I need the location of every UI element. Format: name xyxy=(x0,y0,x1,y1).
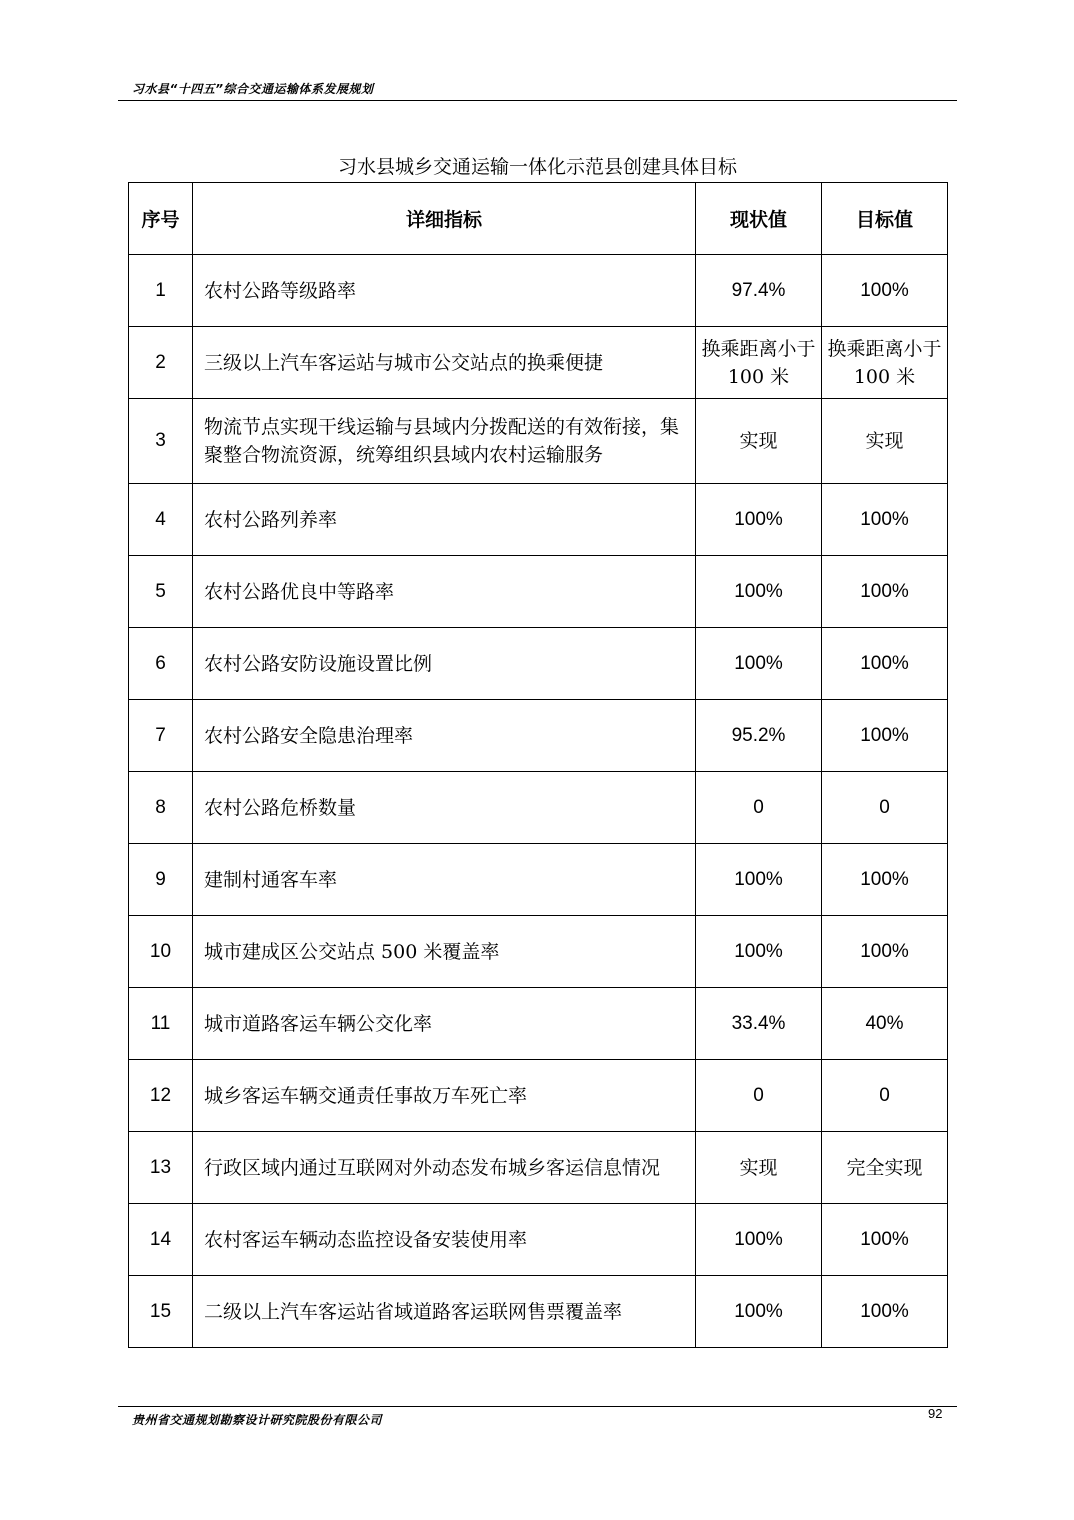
row-target: 100% xyxy=(822,844,948,916)
row-no: 1 xyxy=(129,255,193,327)
table-row xyxy=(129,772,948,844)
row-target: 40% xyxy=(822,988,948,1060)
row-current: 97.4% xyxy=(696,255,822,327)
row-current: 实现 xyxy=(696,399,822,484)
targets-table xyxy=(128,182,948,1348)
header-indicator: 详细指标 xyxy=(193,183,696,255)
table-row xyxy=(129,1204,948,1276)
table-row xyxy=(129,1060,948,1132)
row-target: 完全实现 xyxy=(822,1132,948,1204)
page-number: 92 xyxy=(928,1406,943,1421)
header-current: 现状值 xyxy=(696,183,822,255)
table-row xyxy=(129,628,948,700)
row-current: 0 xyxy=(696,1060,822,1132)
row-indicator: 农村公路优良中等路率 xyxy=(193,556,696,628)
row-target: 实现 xyxy=(822,399,948,484)
header-no: 序号 xyxy=(129,183,193,255)
row-target: 0 xyxy=(822,772,948,844)
row-target: 100% xyxy=(822,1204,948,1276)
row-no: 10 xyxy=(129,916,193,988)
row-no: 15 xyxy=(129,1276,193,1348)
table-row xyxy=(129,556,948,628)
row-no: 11 xyxy=(129,988,193,1060)
row-current: 100% xyxy=(696,916,822,988)
row-no: 7 xyxy=(129,700,193,772)
row-no: 5 xyxy=(129,556,193,628)
row-indicator: 农村公路等级路率 xyxy=(193,255,696,327)
row-current: 100% xyxy=(696,556,822,628)
row-current: 换乘距离小于 100 米 xyxy=(696,327,822,399)
row-target: 0 xyxy=(822,1060,948,1132)
row-target: 100% xyxy=(822,484,948,556)
table-row xyxy=(129,1276,948,1348)
row-current: 95.2% xyxy=(696,700,822,772)
row-no: 2 xyxy=(129,327,193,399)
table-row xyxy=(129,844,948,916)
row-no: 4 xyxy=(129,484,193,556)
row-indicator: 农村公路危桥数量 xyxy=(193,772,696,844)
table-row xyxy=(129,700,948,772)
row-indicator: 城市建成区公交站点 500 米覆盖率 xyxy=(193,916,696,988)
table-row xyxy=(129,988,948,1060)
table-caption: 习水县城乡交通运输一体化示范县创建具体目标 xyxy=(337,156,737,178)
table-row xyxy=(129,1132,948,1204)
row-target: 换乘距离小于 100 米 xyxy=(822,327,948,399)
row-current: 33.4% xyxy=(696,988,822,1060)
running-header: 习水县“十四五”综合交通运输体系发展规划 xyxy=(132,82,374,96)
row-target: 100% xyxy=(822,556,948,628)
row-no: 8 xyxy=(129,772,193,844)
table-row xyxy=(129,484,948,556)
row-current: 100% xyxy=(696,1204,822,1276)
row-current: 100% xyxy=(696,484,822,556)
row-current: 100% xyxy=(696,844,822,916)
table-row xyxy=(129,327,948,399)
row-no: 6 xyxy=(129,628,193,700)
row-target: 100% xyxy=(822,700,948,772)
header-target: 目标值 xyxy=(822,183,948,255)
row-current: 100% xyxy=(696,628,822,700)
row-indicator: 建制村通客车率 xyxy=(193,844,696,916)
row-current: 0 xyxy=(696,772,822,844)
row-indicator: 农村公路安全隐患治理率 xyxy=(193,700,696,772)
row-indicator: 城乡客运车辆交通责任事故万车死亡率 xyxy=(193,1060,696,1132)
row-target: 100% xyxy=(822,628,948,700)
row-indicator: 城市道路客运车辆公交化率 xyxy=(193,988,696,1060)
table-row xyxy=(129,255,948,327)
row-indicator: 行政区域内通过互联网对外动态发布城乡客运信息情况 xyxy=(193,1132,696,1204)
table-row xyxy=(129,916,948,988)
row-no: 3 xyxy=(129,399,193,484)
row-no: 9 xyxy=(129,844,193,916)
table-header-row xyxy=(129,183,948,255)
row-indicator: 三级以上汽车客运站与城市公交站点的换乘便捷 xyxy=(193,327,696,399)
row-target: 100% xyxy=(822,1276,948,1348)
row-no: 12 xyxy=(129,1060,193,1132)
row-no: 14 xyxy=(129,1204,193,1276)
row-indicator: 农村公路列养率 xyxy=(193,484,696,556)
footer-divider xyxy=(118,1406,957,1407)
row-current: 实现 xyxy=(696,1132,822,1204)
footer-company: 贵州省交通规划勘察设计研究院股份有限公司 xyxy=(132,1413,383,1427)
table-row xyxy=(129,399,948,484)
row-current: 100% xyxy=(696,1276,822,1348)
row-indicator: 物流节点实现干线运输与县域内分拨配送的有效衔接，集聚整合物流资源，统筹组织县域内农村运输服务 xyxy=(193,399,696,484)
row-indicator: 农村公路安防设施设置比例 xyxy=(193,628,696,700)
row-target: 100% xyxy=(822,255,948,327)
row-target: 100% xyxy=(822,916,948,988)
row-no: 13 xyxy=(129,1132,193,1204)
row-indicator: 农村客运车辆动态监控设备安装使用率 xyxy=(193,1204,696,1276)
header-divider xyxy=(118,100,957,101)
row-indicator: 二级以上汽车客运站省域道路客运联网售票覆盖率 xyxy=(193,1276,696,1348)
